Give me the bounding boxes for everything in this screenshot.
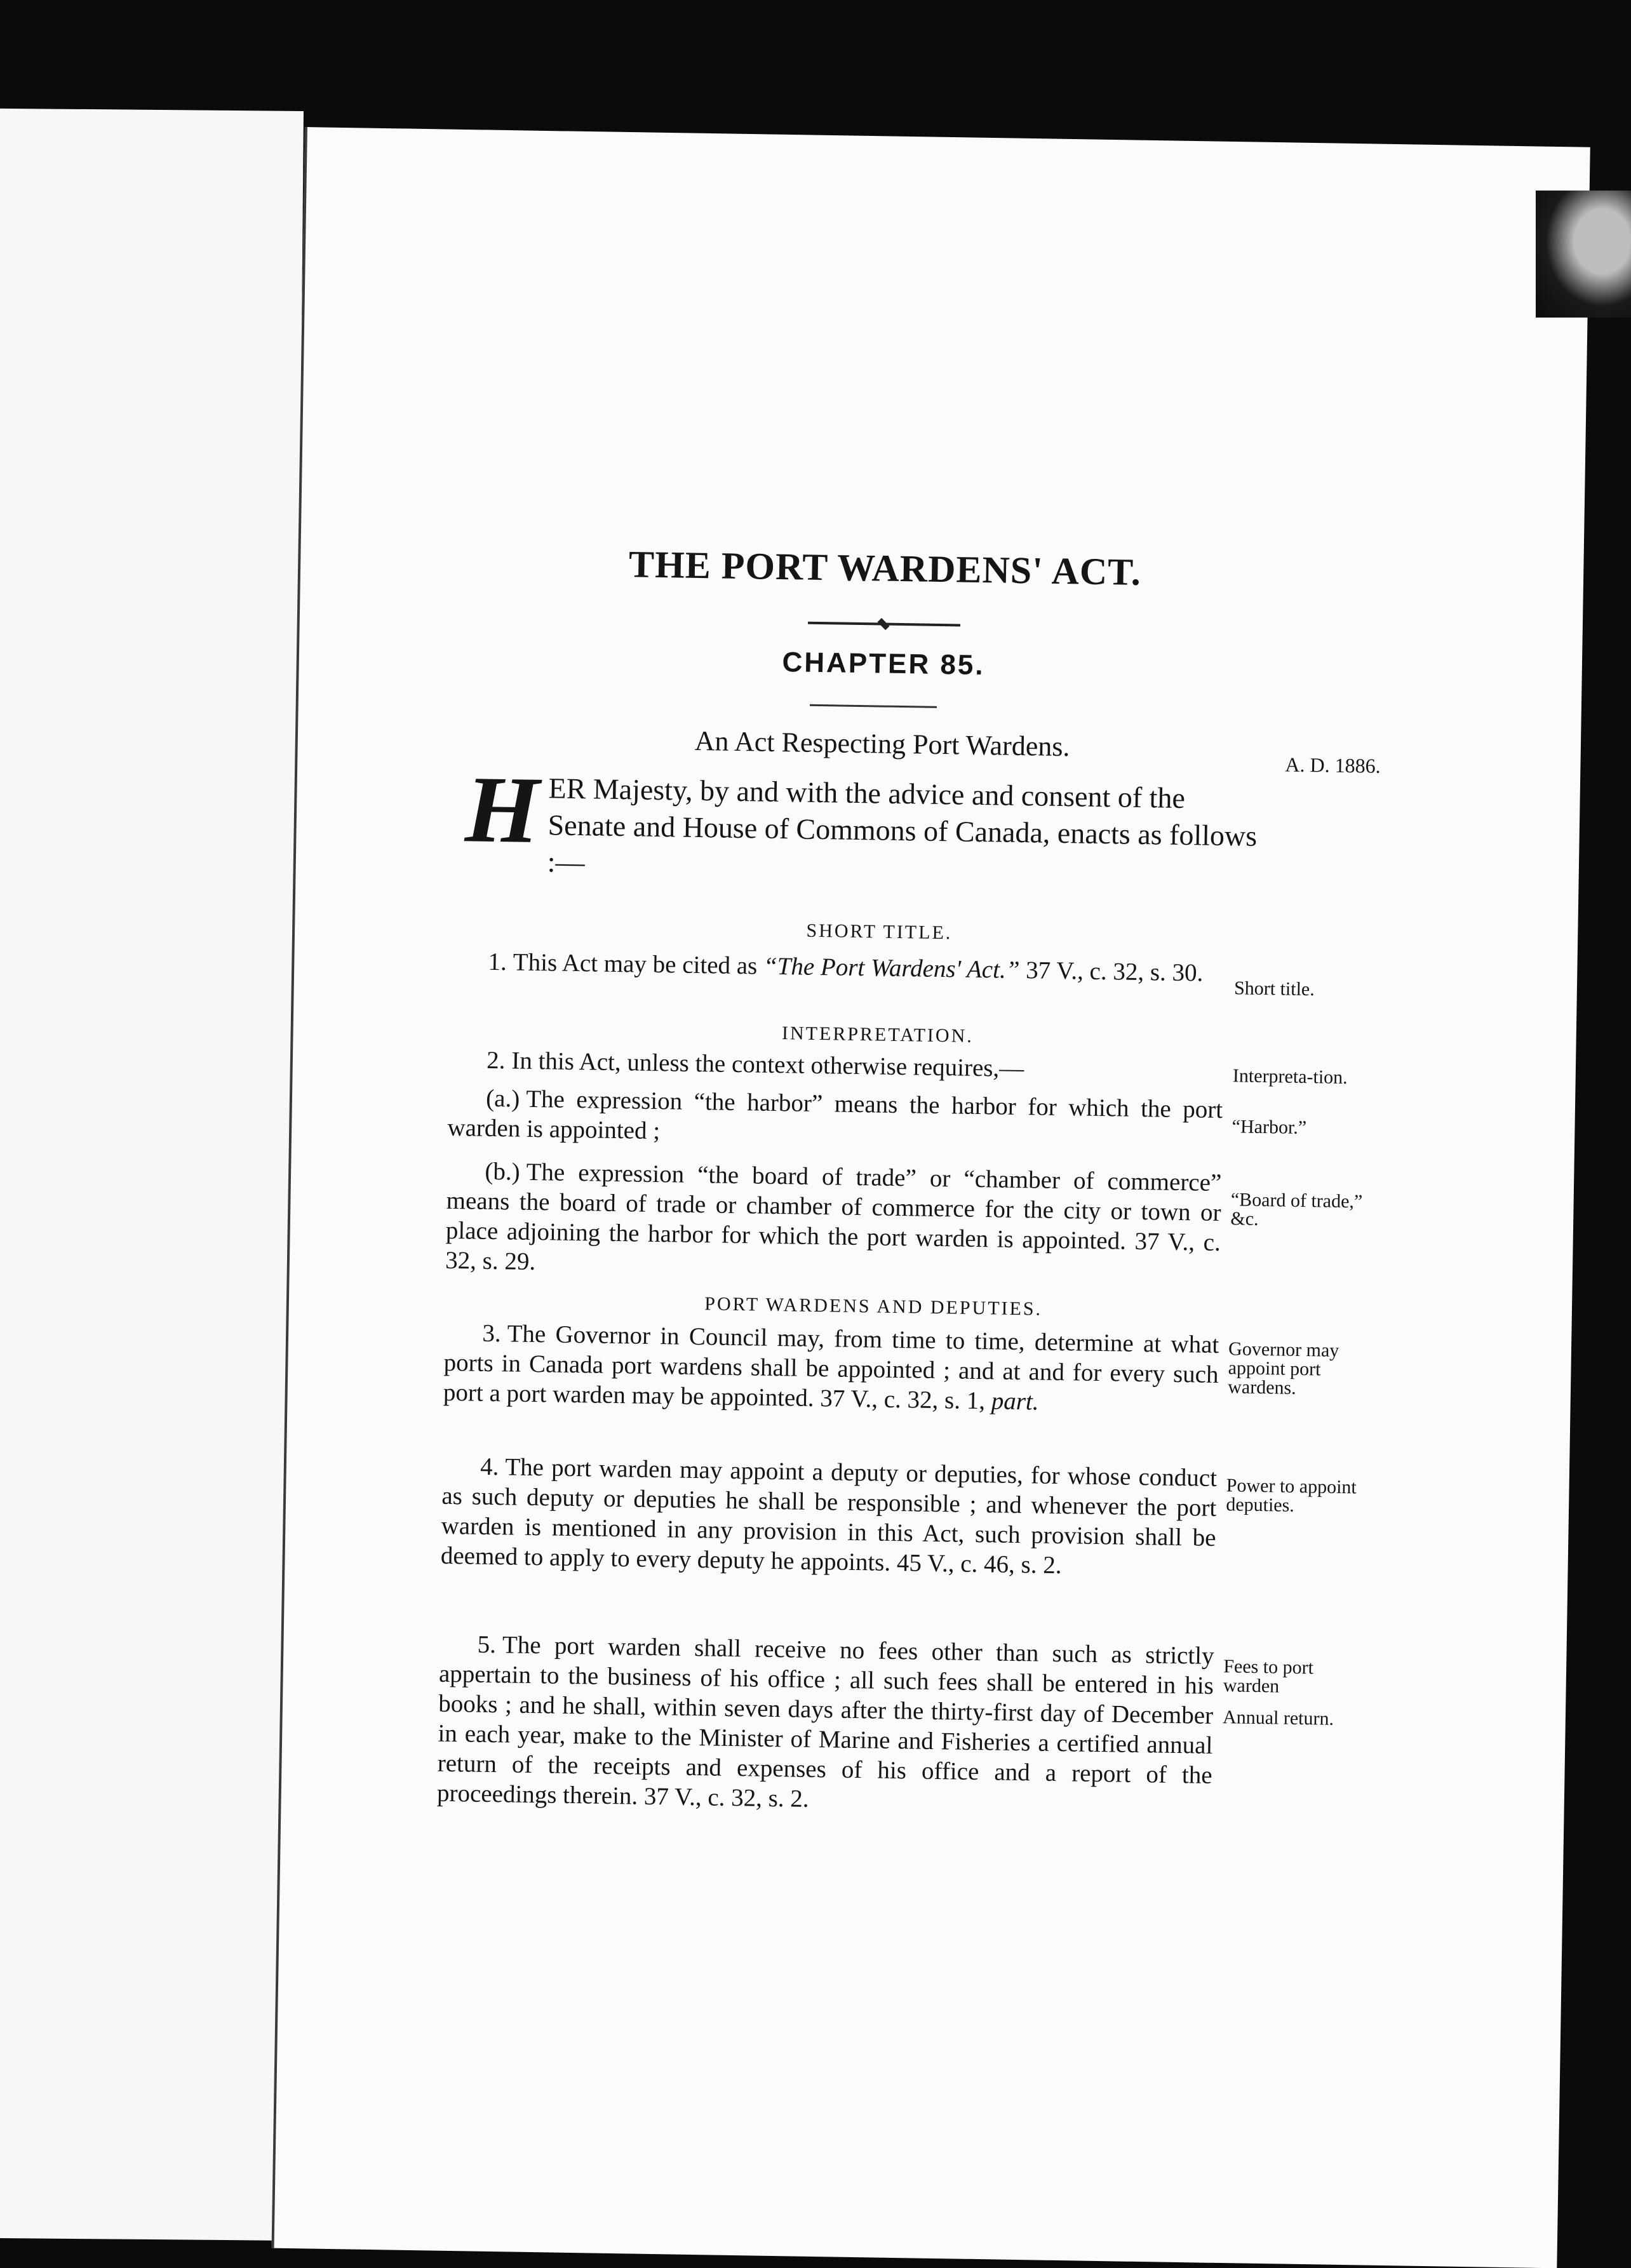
ornamental-rule bbox=[808, 622, 960, 627]
section-reference: 37 V., c. 32, s. 30. bbox=[1019, 956, 1204, 987]
drop-cap: H bbox=[464, 756, 540, 864]
section-number: 3. bbox=[482, 1319, 502, 1348]
preamble-text: ER Majesty, by and with the advice and consent of the Senate and House of Commons of Canada, enacts as follows :— bbox=[547, 772, 1258, 879]
section-text: This Act may be cited as bbox=[513, 948, 764, 980]
margin-note-deputies: Power to appoint deputies. bbox=[1226, 1475, 1357, 1516]
section-text: In this Act, unless the context otherwise requires,— bbox=[511, 1047, 1024, 1083]
section-heading-interpretation: INTERPRETATION. bbox=[781, 1023, 974, 1047]
left-page bbox=[0, 109, 304, 2241]
margin-note-fees: Fees to port warden bbox=[1223, 1656, 1314, 1697]
act-date: A. D. 1886. bbox=[1285, 753, 1381, 777]
section-1 bbox=[450, 946, 1225, 988]
section-2a bbox=[447, 1083, 1223, 1155]
chapter-heading: CHAPTER 85. bbox=[782, 647, 985, 681]
margin-note-governor: Governor may appoint port wardens. bbox=[1227, 1338, 1339, 1399]
short-rule bbox=[810, 704, 937, 708]
act-title: An Act Respecting Port Wardens. bbox=[694, 725, 1070, 763]
section-number: 1. bbox=[488, 948, 507, 976]
section-heading-short-title: SHORT TITLE. bbox=[806, 920, 953, 944]
section-number: 5. bbox=[477, 1630, 497, 1659]
section-5 bbox=[437, 1629, 1214, 1820]
section-number: 2. bbox=[486, 1046, 506, 1075]
section-number: 4. bbox=[480, 1453, 499, 1481]
preamble bbox=[464, 756, 1266, 892]
margin-note-harbor: “Harbor.” bbox=[1232, 1116, 1307, 1139]
margin-note-board-of-trade: “Board of trade,” &c. bbox=[1230, 1189, 1363, 1230]
section-text: The Governor in Council may, from time to time, determine at what ports in Canada port wardens shall be appointed ; and at and for every such port a port warden may be appointed. 37 V., c. 32, s. 1, bbox=[443, 1320, 1219, 1415]
section-text: The port warden may appoint a deputy or deputies, for whose conduct as such deputy or deputies he shall be responsible ; and whenever the port warden is mentioned in any provision in this Act, such provision shall be deemed to apply to every deputy he appoints. 45 V., c. 46, s. 2. bbox=[440, 1453, 1218, 1580]
section-citation: “The Port Wardens' Act.” bbox=[763, 952, 1020, 984]
margin-note-interpretation: Interpreta-tion. bbox=[1232, 1065, 1348, 1089]
section-3 bbox=[443, 1318, 1219, 1419]
clause-number: (b.) bbox=[485, 1157, 521, 1186]
section-text: The port warden shall receive no fees other than such as strictly appertain to the business of his office ; all such fees shall be entered in his books ; and he shall, within seven days after the thirty-first day of December in each year, make to the Minister of Marine and Fisheries a certified annual return of the receipts and expenses of his office and a report of the proceedings therein. 37 V., c. 32, s. 2. bbox=[436, 1631, 1214, 1813]
torn-corner bbox=[1536, 191, 1631, 318]
section-part: part. bbox=[991, 1387, 1039, 1416]
clause-number: (a.) bbox=[485, 1084, 520, 1113]
margin-note-annual-return: Annual return. bbox=[1222, 1707, 1334, 1729]
page-title: THE PORT WARDENS' ACT. bbox=[628, 543, 1142, 593]
clause-text: The expression “the board of trade” or “chamber of commerce” means the board of trade or chamber of commerce for the city or town or place adjoining the harbor for which the port warden is appointed. 37 V., c. 32, s. 29. bbox=[445, 1158, 1222, 1276]
section-2 bbox=[448, 1045, 1224, 1087]
margin-note-short-title: Short title. bbox=[1233, 977, 1315, 1000]
section-4 bbox=[441, 1451, 1218, 1583]
section-2b bbox=[445, 1156, 1222, 1287]
section-heading-port-wardens: PORT WARDENS AND DEPUTIES. bbox=[704, 1293, 1043, 1320]
clause-text: The expression “the harbor” means the harbor for which the port warden is appointed ; bbox=[447, 1085, 1223, 1145]
page-text bbox=[434, 502, 1385, 1977]
